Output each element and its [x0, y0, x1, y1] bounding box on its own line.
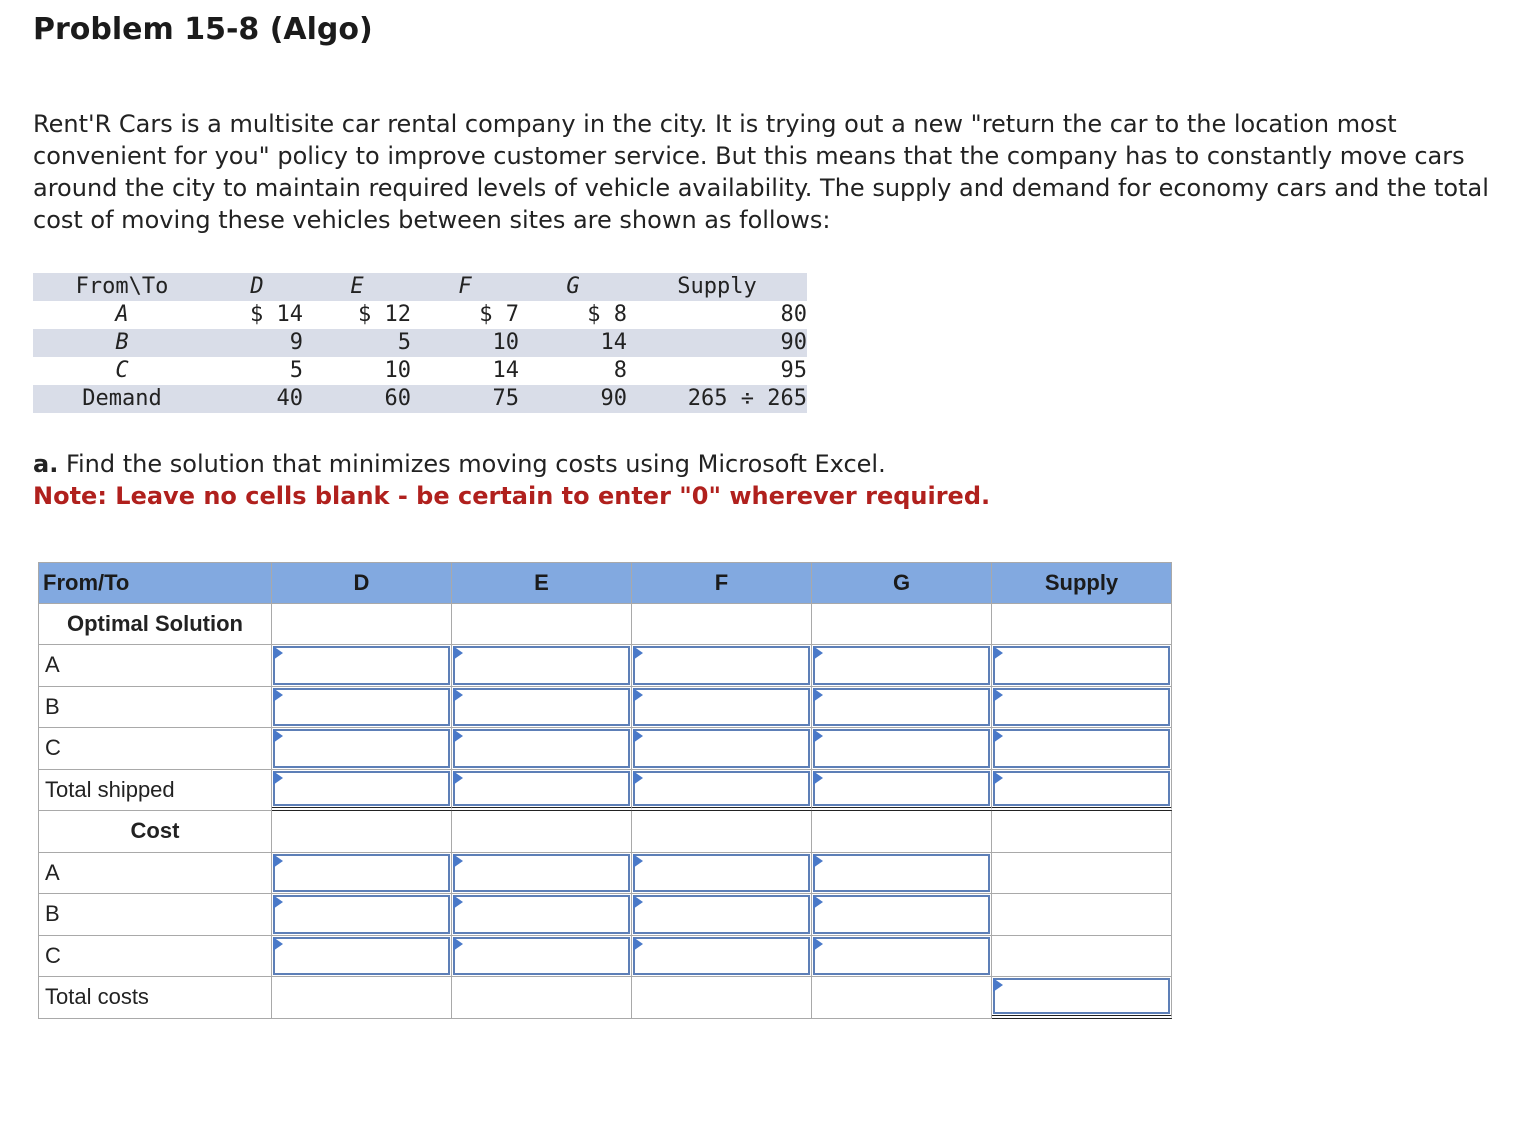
input-marker-icon — [453, 688, 463, 702]
input-marker-icon — [813, 688, 823, 702]
row-label: A — [38, 645, 272, 687]
data-cell: B — [115, 330, 129, 355]
input-marker-icon — [633, 854, 643, 868]
cost-a-f-input[interactable] — [633, 854, 810, 893]
cost-b-d-input[interactable] — [273, 895, 450, 934]
data-table-demand-row — [33, 385, 807, 413]
data-cell: $ 12 — [358, 302, 411, 327]
total-shipped-row — [38, 770, 1172, 812]
input-marker-icon — [813, 937, 823, 951]
cost-b-f-input[interactable] — [633, 895, 810, 934]
question-prefix: a. — [33, 450, 59, 478]
question-note: Note: Leave no cells blank - be certain to enter "0" wherever required. — [33, 482, 991, 510]
data-cell: 90 — [780, 330, 807, 355]
data-cell: A — [115, 302, 129, 327]
data-cell: 80 — [780, 302, 807, 327]
data-cell: $ 14 — [250, 302, 303, 327]
input-marker-icon — [813, 646, 823, 660]
input-marker-icon — [633, 729, 643, 743]
data-cell: 95 — [780, 358, 807, 383]
data-cell: 5 — [397, 330, 411, 355]
empty-cell — [992, 811, 1172, 853]
optimal-solution-label: Optimal Solution — [38, 604, 272, 646]
data-header: D — [250, 274, 264, 299]
cost-c-g-input[interactable] — [813, 937, 990, 976]
data-cell: $ 8 — [587, 302, 627, 327]
empty-cell — [992, 936, 1172, 978]
total-shipped-label: Total shipped — [38, 770, 272, 812]
input-marker-icon — [993, 729, 1003, 743]
total-shipped-supply-input[interactable] — [993, 771, 1170, 807]
input-marker-icon — [993, 978, 1003, 992]
solution-b-supply-input[interactable] — [993, 688, 1170, 727]
cost-c-f-input[interactable] — [633, 937, 810, 976]
input-marker-icon — [273, 646, 283, 660]
input-marker-icon — [813, 729, 823, 743]
cost-c-d-input[interactable] — [273, 937, 450, 976]
row-label: C — [38, 936, 272, 978]
input-marker-icon — [813, 771, 823, 785]
empty-cell — [452, 977, 632, 1019]
row-label: B — [38, 687, 272, 729]
input-marker-icon — [633, 646, 643, 660]
solution-b-g-input[interactable] — [813, 688, 990, 727]
total-shipped-d-input[interactable] — [273, 771, 450, 807]
data-cell: 10 — [384, 358, 411, 383]
cost-row-c — [38, 936, 1172, 978]
answer-header: G — [812, 562, 992, 604]
input-marker-icon — [453, 854, 463, 868]
input-marker-icon — [813, 895, 823, 909]
data-cell: 40 — [276, 386, 303, 411]
question-part-a — [33, 448, 990, 512]
data-table-row — [33, 329, 807, 357]
solution-c-supply-input[interactable] — [993, 729, 1170, 768]
total-costs-label: Total costs — [38, 977, 272, 1019]
data-cell: 75 — [492, 386, 519, 411]
input-marker-icon — [633, 771, 643, 785]
empty-cell — [452, 604, 632, 646]
cost-row-a — [38, 853, 1172, 895]
answer-header: F — [632, 562, 812, 604]
input-marker-icon — [813, 854, 823, 868]
page-title: Problem 15-8 (Algo) — [33, 12, 373, 47]
data-header: From\To — [75, 274, 169, 299]
answer-header: Supply — [992, 562, 1172, 604]
solution-a-supply-input[interactable] — [993, 646, 1170, 685]
cost-a-e-input[interactable] — [453, 854, 630, 893]
answer-header: E — [452, 562, 632, 604]
solution-b-e-input[interactable] — [453, 688, 630, 727]
solution-a-e-input[interactable] — [453, 646, 630, 685]
empty-cell — [632, 811, 812, 853]
input-marker-icon — [273, 688, 283, 702]
data-header: E — [350, 274, 364, 299]
input-marker-icon — [273, 895, 283, 909]
solution-b-f-input[interactable] — [633, 688, 810, 727]
cost-c-e-input[interactable] — [453, 937, 630, 976]
solution-c-f-input[interactable] — [633, 729, 810, 768]
optimal-solution-row — [38, 604, 1172, 646]
data-cell: 5 — [289, 358, 303, 383]
data-cell: 265 ÷ 265 — [687, 386, 807, 411]
empty-cell — [812, 977, 992, 1019]
data-cell: 8 — [613, 358, 627, 383]
input-marker-icon — [453, 895, 463, 909]
cost-data-table — [33, 273, 807, 413]
data-cell: 90 — [600, 386, 627, 411]
data-cell: 14 — [492, 358, 519, 383]
row-label: A — [38, 853, 272, 895]
data-header: F — [458, 274, 472, 299]
solution-b-d-input[interactable] — [273, 688, 450, 727]
input-marker-icon — [273, 771, 283, 785]
answer-header: From/To — [38, 562, 272, 604]
data-table-header-row — [33, 273, 807, 301]
data-header: Supply — [677, 274, 757, 299]
data-cell: 60 — [384, 386, 411, 411]
data-cell: Demand — [82, 386, 162, 411]
solution-row-c — [38, 728, 1172, 770]
input-marker-icon — [273, 937, 283, 951]
empty-cell — [812, 811, 992, 853]
total-shipped-f-input[interactable] — [633, 771, 810, 807]
input-marker-icon — [633, 895, 643, 909]
input-marker-icon — [993, 771, 1003, 785]
input-marker-icon — [453, 646, 463, 660]
solution-row-b — [38, 687, 1172, 729]
input-marker-icon — [453, 937, 463, 951]
question-text: Find the solution that minimizes moving costs using Microsoft Excel. — [58, 450, 886, 478]
solution-a-f-input[interactable] — [633, 646, 810, 685]
total-costs-row — [38, 977, 1172, 1019]
input-marker-icon — [453, 771, 463, 785]
input-marker-icon — [633, 688, 643, 702]
cost-b-g-input[interactable] — [813, 895, 990, 934]
cost-section-row — [38, 811, 1172, 853]
solution-c-g-input[interactable] — [813, 729, 990, 768]
empty-cell — [272, 604, 452, 646]
data-cell: 14 — [600, 330, 627, 355]
data-header: G — [566, 274, 580, 299]
total-costs-input[interactable] — [993, 978, 1170, 1014]
solution-c-d-input[interactable] — [273, 729, 450, 768]
row-label: B — [38, 894, 272, 936]
input-marker-icon — [993, 646, 1003, 660]
empty-cell — [632, 977, 812, 1019]
empty-cell — [272, 977, 452, 1019]
empty-cell — [992, 894, 1172, 936]
cost-a-d-input[interactable] — [273, 854, 450, 893]
input-marker-icon — [453, 729, 463, 743]
total-shipped-g-input[interactable] — [813, 771, 990, 807]
input-marker-icon — [633, 937, 643, 951]
data-cell: 9 — [289, 330, 303, 355]
answer-header-row — [38, 562, 1172, 604]
solution-a-d-input[interactable] — [273, 646, 450, 685]
data-table-row — [33, 301, 807, 329]
solution-row-a — [38, 645, 1172, 687]
input-marker-icon — [993, 688, 1003, 702]
cost-label: Cost — [38, 811, 272, 853]
data-cell: 10 — [492, 330, 519, 355]
empty-cell — [272, 811, 452, 853]
cost-row-b — [38, 894, 1172, 936]
empty-cell — [992, 853, 1172, 895]
total-shipped-e-input[interactable] — [453, 771, 630, 807]
solution-a-g-input[interactable] — [813, 646, 990, 685]
cost-b-e-input[interactable] — [453, 895, 630, 934]
problem-intro: Rent'R Cars is a multisite car rental company in the city. It is trying out a new "return the car to the location most convenient for you" policy to improve customer service. But this means that the company has to constantly move cars around the city to maintain required levels of vehicle availability. The supply and demand for economy cars and the total cost of moving these vehicles between sites are shown as follows: — [33, 110, 1489, 234]
input-marker-icon — [273, 729, 283, 743]
empty-cell — [812, 604, 992, 646]
cost-a-g-input[interactable] — [813, 854, 990, 893]
data-table-row — [33, 357, 807, 385]
data-cell: $ 7 — [479, 302, 519, 327]
row-label: C — [38, 728, 272, 770]
data-cell: C — [115, 358, 129, 383]
answer-grid — [38, 562, 1172, 1019]
empty-cell — [992, 604, 1172, 646]
input-marker-icon — [273, 854, 283, 868]
solution-c-e-input[interactable] — [453, 729, 630, 768]
empty-cell — [452, 811, 632, 853]
empty-cell — [632, 604, 812, 646]
answer-header: D — [272, 562, 452, 604]
